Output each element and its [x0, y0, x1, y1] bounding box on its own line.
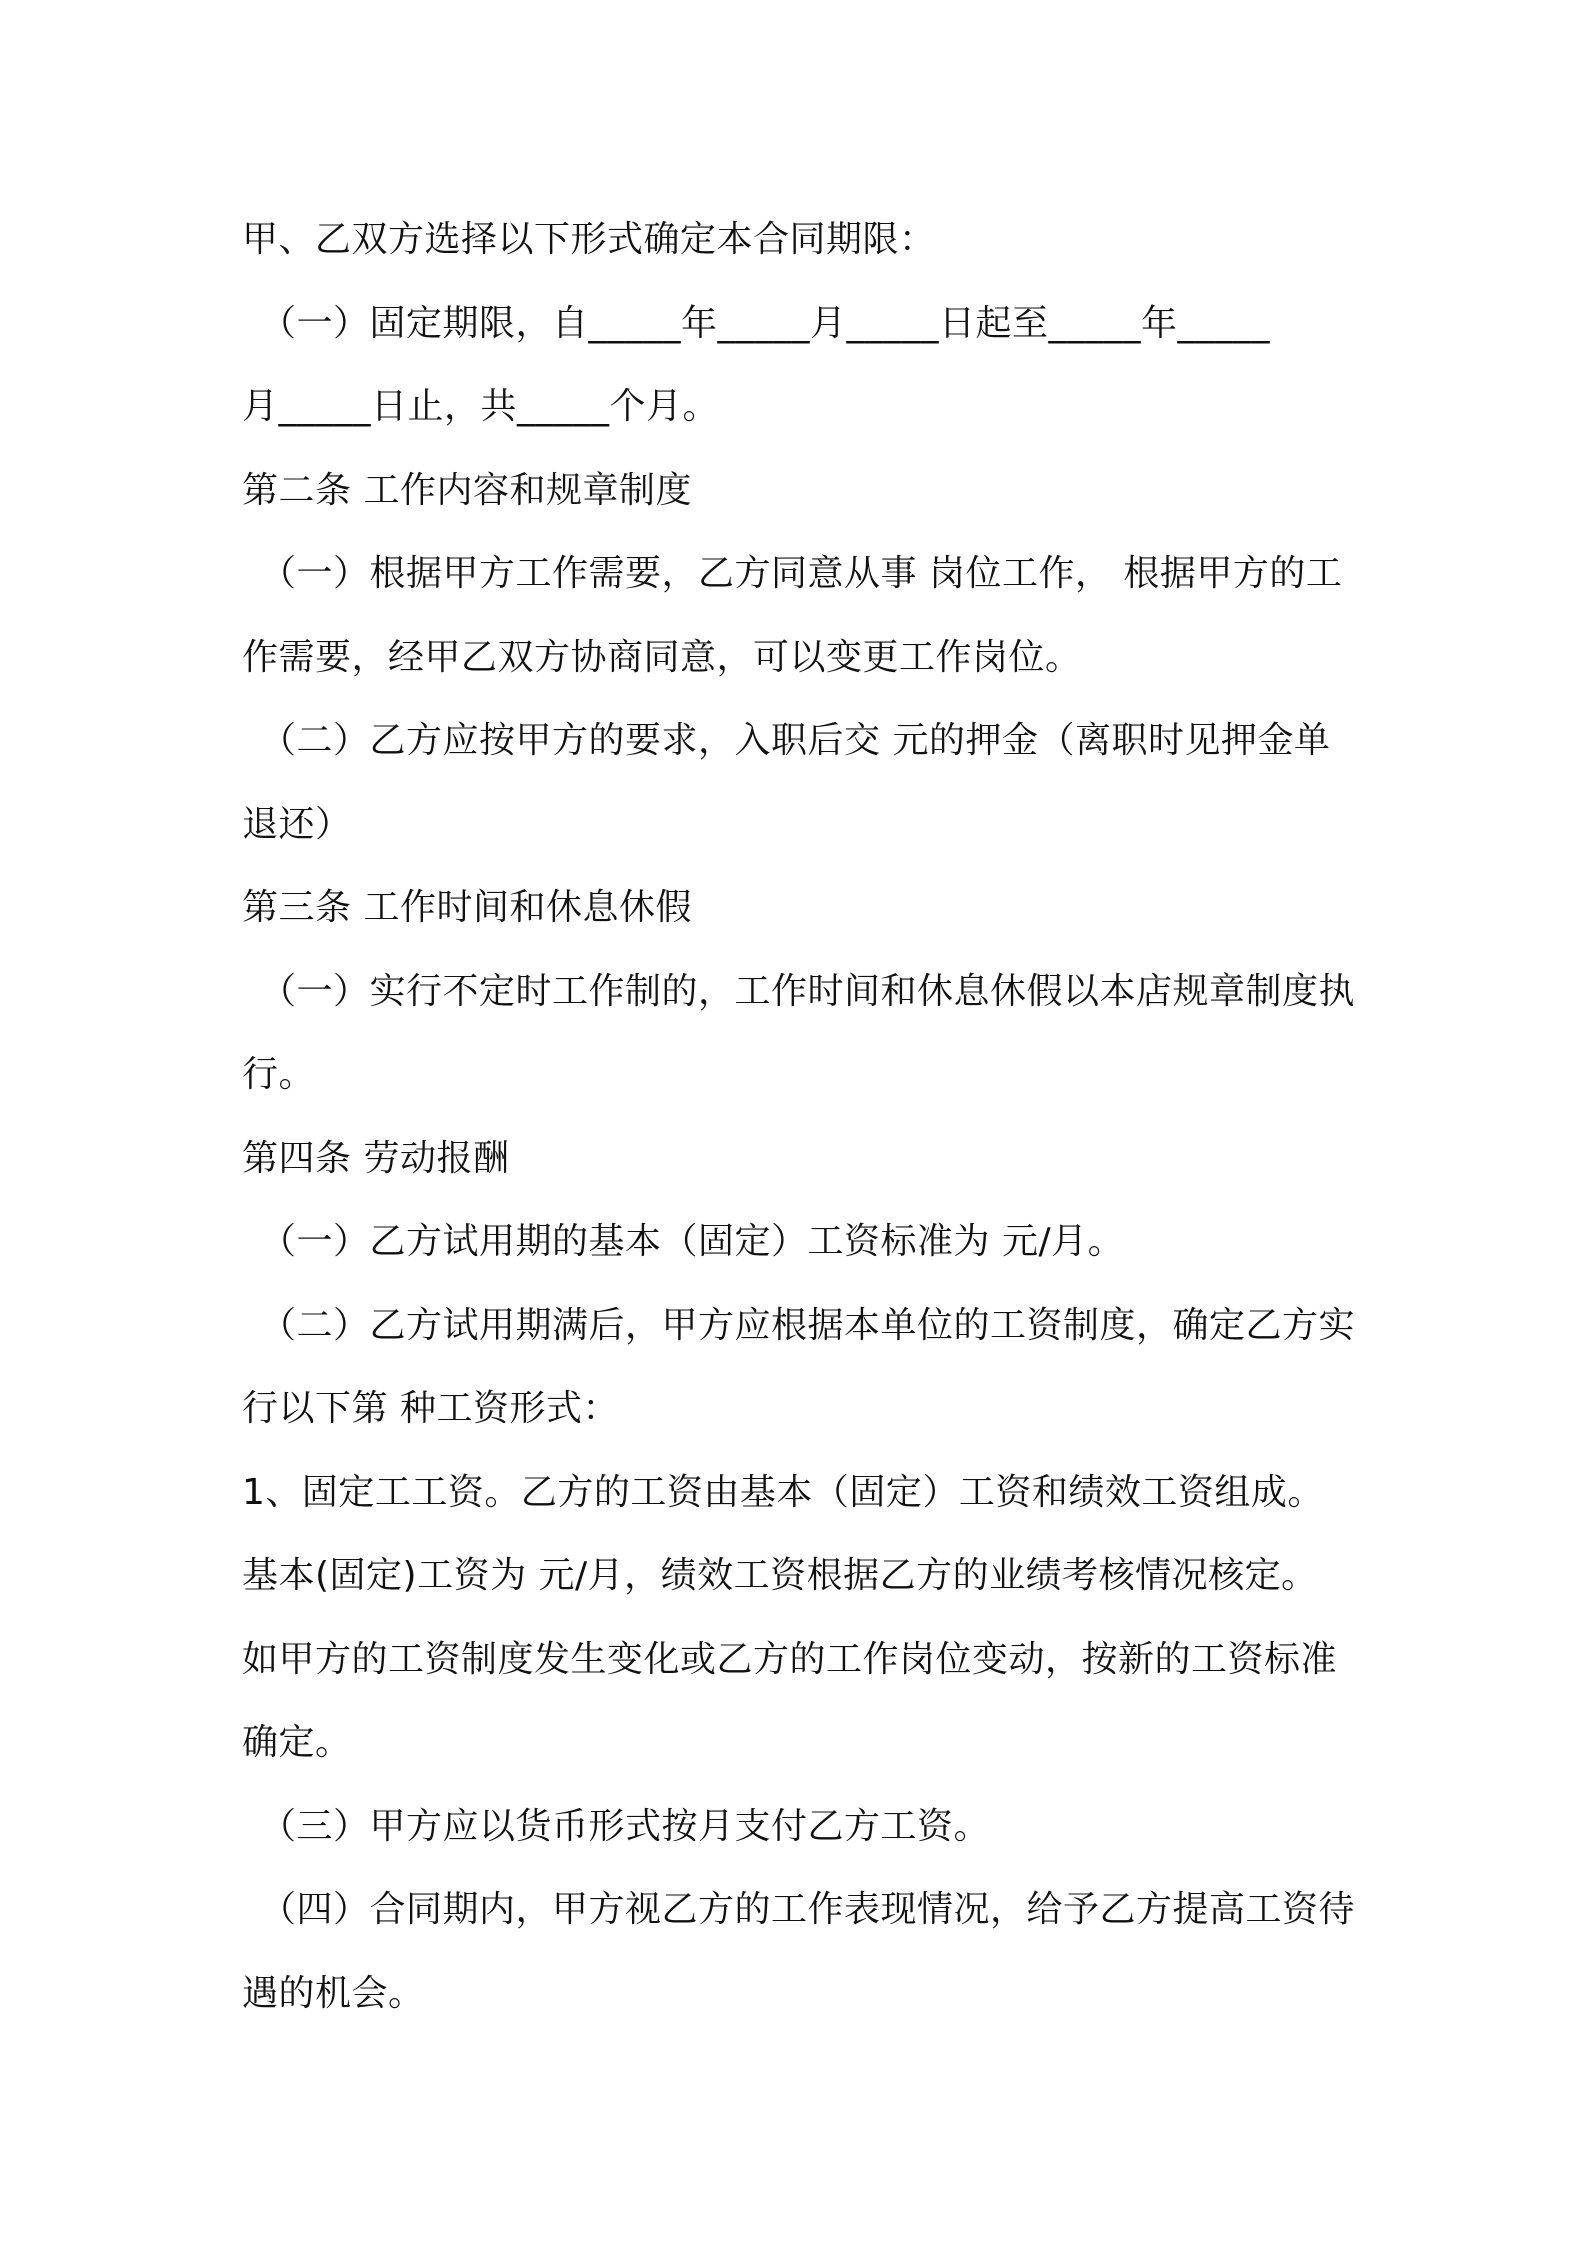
wage-form-1: 1、固定工工资。乙方的工资由基本（固定）工资和绩效工资组成。 [242, 1471, 1324, 1513]
article-2-heading: 第二条 工作内容和规章制度 [242, 469, 692, 511]
article-2-clause-1: （一）根据甲方工作需要，乙方同意从事 岗位工作， 根据甲方的工 [260, 553, 1343, 594]
article-4-clause-3: （三）甲方应以货币形式按月支付乙方工资。 [260, 1805, 991, 1847]
contract-body [242, 198, 1357, 2035]
wage-form-1-cont-a: 基本(固定)工资为 元/月，绩效工资根据乙方的业绩考核情况核定。 [242, 1555, 1318, 1596]
article-4-clause-4: （四）合同期内，甲方视乙方的工作表现情况，给予乙方提高工资待 [260, 1889, 1356, 1930]
article-3-heading: 第三条 工作时间和休息休假 [242, 887, 692, 928]
article-4-clause-1: （一）乙方试用期的基本（固定）工资标准为 元/月。 [260, 1221, 1125, 1262]
article-2-clause-1-cont: 作需要，经甲乙双方协商同意，可以变更工作岗位。 [242, 636, 1082, 678]
wage-form-1-cont-b: 如甲方的工资制度发生变化或乙方的工作岗位变动，按新的工资标准 [242, 1638, 1338, 1680]
article-4-heading: 第四条 劳动报酬 [242, 1137, 510, 1179]
wage-form-1-cont-c: 确定。 [242, 1722, 352, 1763]
article-4-clause-2: （二）乙方试用期满后，甲方应根据本单位的工资制度，确定乙方实 [260, 1304, 1356, 1346]
fixed-term-clause-cont: 月_____日止，共_____个月。 [242, 386, 720, 427]
article-3-clause-1-cont: 行。 [242, 1054, 316, 1095]
article-2-clause-2-cont: 退还） [242, 803, 352, 845]
article-2-clause-2: （二）乙方应按甲方的要求，入职后交 元的押金（离职时见押金单 [260, 720, 1331, 761]
fixed-term-clause: （一）固定期限，自_____年_____月_____日起至_____年_____ [260, 302, 1271, 344]
article-3-clause-1: （一）实行不定时工作制的，工作时间和休息休假以本店规章制度执 [260, 970, 1356, 1012]
article-4-clause-2-cont: 行以下第 种工资形式： [242, 1388, 619, 1429]
term-intro: 甲、乙双方选择以下形式确定本合同期限： [242, 219, 936, 260]
article-4-clause-4-cont: 遇的机会。 [242, 1972, 425, 2014]
